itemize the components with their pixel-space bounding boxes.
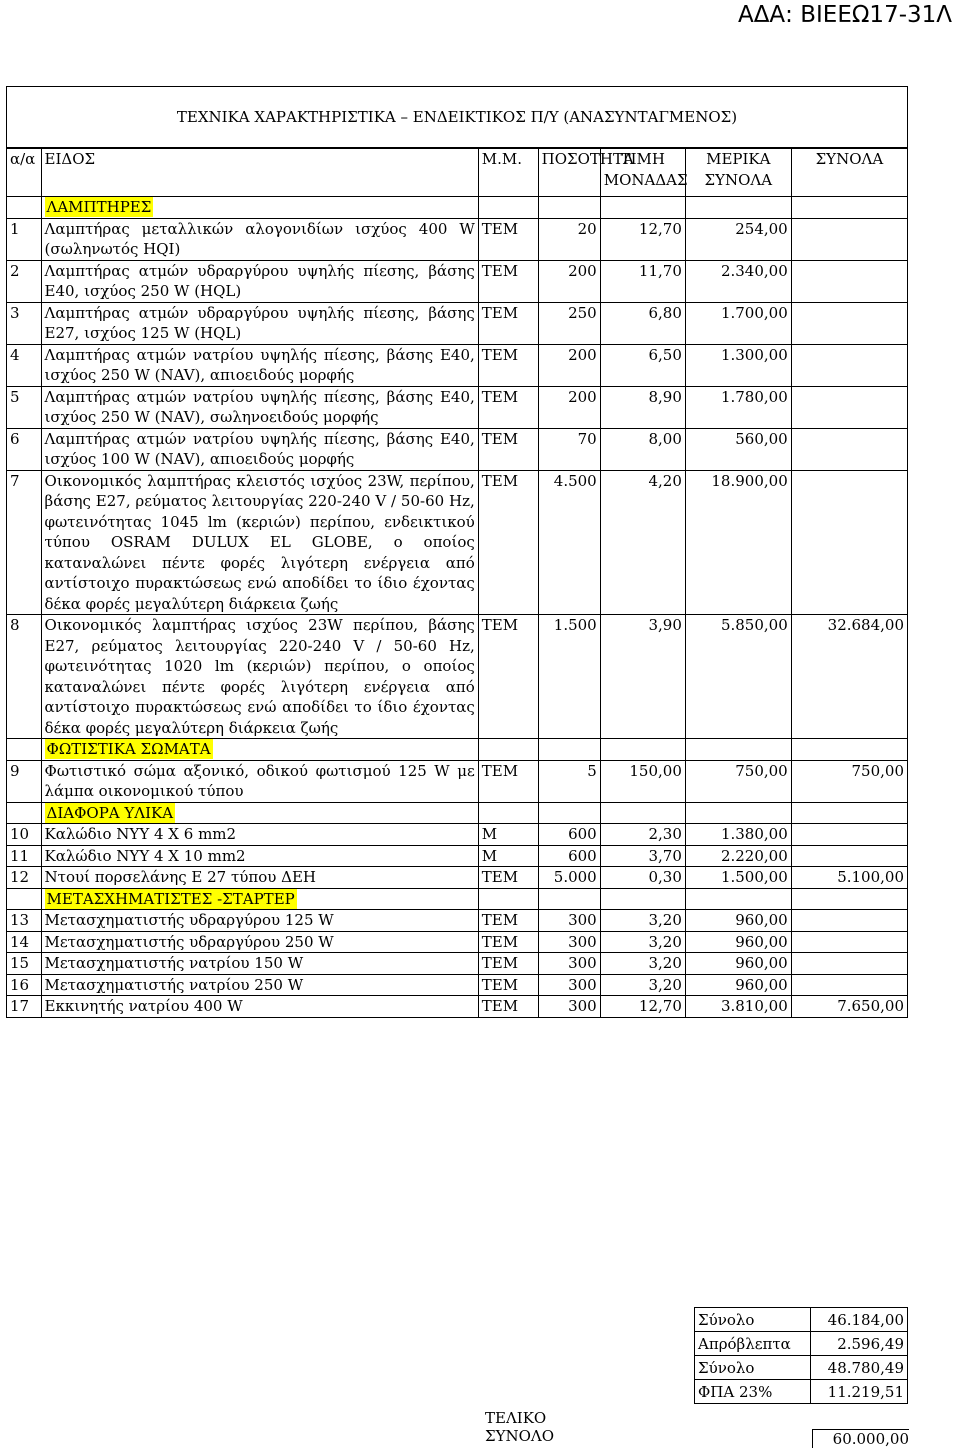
cell-description: Οικονομικός λαμπτήρας κλειστός ισχύος 23W, περίπου, βάσης Ε27, ρεύματος λειτουργίας 220-240 V / 50-60 Hz, φωτεινότητας 1045 lm (κεριών) περίπου, ενδεικτικού τύπου OSRAM DULUX EL GLOBE, ο οποίος καταναλώνει πέντε φορές λιγότερη ενέργεια από αντίστοιχο πυρακτώσεως ενώ αποδίδει το ίδιο έχοντας δέκα φορές μεγαλύτερη διάρκεια ζωής xyxy=(41,470,478,615)
cell-partial-total: 18.900,00 xyxy=(685,470,791,615)
cell-unit-measure: ΤΕΜ xyxy=(478,931,538,953)
cell-partial-total: 960,00 xyxy=(685,931,791,953)
cell-quantity: 70 xyxy=(538,428,600,470)
cell-unit-measure: Μ xyxy=(478,845,538,867)
cell-quantity: 300 xyxy=(538,910,600,932)
summary-row xyxy=(695,1332,908,1356)
cell-total xyxy=(791,974,907,996)
cell-unit-measure: ΤΕΜ xyxy=(478,218,538,260)
cell-partial-total: 2.340,00 xyxy=(685,260,791,302)
empty-cell xyxy=(478,802,538,824)
final-label-line-1: ΤΕΛΙΚΟ xyxy=(485,1409,547,1427)
cell-quantity: 300 xyxy=(538,996,600,1018)
cell-unit-price: 11,70 xyxy=(600,260,685,302)
cell-unit-measure: ΤΕΜ xyxy=(478,344,538,386)
cell-total xyxy=(791,910,907,932)
cell-description: Οικονομικός λαμπτήρας ισχύος 23W περίπου, βάσης Ε27, ρεύματος λειτουργίας 220-240 V / 50-60 Hz, φωτεινότητας 1020 lm (κεριών) περίπου, ο οποίος καταναλώνει πέντε φορές λιγότερη ενέργεια από αντίστοιχο πυρακτώσεως ενώ αποδίδει το ίδιο έχοντας δέκα φορές μεγαλύτερη διάρκεια ζωής xyxy=(41,615,478,739)
category-aa-cell xyxy=(7,888,42,910)
category-row xyxy=(7,197,908,219)
cell-total xyxy=(791,218,907,260)
cell-unit-measure: ΤΕΜ xyxy=(478,386,538,428)
summary-label: Σύνολο xyxy=(695,1308,811,1332)
cell-unit-price: 3,20 xyxy=(600,974,685,996)
cell-total xyxy=(791,260,907,302)
cell-aa: 10 xyxy=(7,824,42,846)
cell-unit-price: 12,70 xyxy=(600,996,685,1018)
cell-aa: 5 xyxy=(7,386,42,428)
cell-total xyxy=(791,845,907,867)
cell-total: 7.650,00 xyxy=(791,996,907,1018)
table-row xyxy=(7,428,908,470)
empty-cell xyxy=(791,197,907,219)
cell-description: Καλώδιο ΝΥΥ 4 Χ 6 mm2 xyxy=(41,824,478,846)
cell-aa: 11 xyxy=(7,845,42,867)
empty-cell xyxy=(685,197,791,219)
empty-cell xyxy=(538,888,600,910)
cell-total xyxy=(791,470,907,615)
cell-description: Λαμπτήρας ατμών νατρίου υψηλής πίεσης, βάσης Ε40, ισχύος 250 W (NAV), απιοειδούς μορφής xyxy=(41,344,478,386)
table-row xyxy=(7,386,908,428)
cell-unit-price: 2,30 xyxy=(600,824,685,846)
cell-aa: 2 xyxy=(7,260,42,302)
cell-unit-measure: ΤΕΜ xyxy=(478,428,538,470)
cell-partial-total: 5.850,00 xyxy=(685,615,791,739)
cell-description: Λαμπτήρας μεταλλικών αλογονιδίων ισχύος 400 W (σωληνωτός HQI) xyxy=(41,218,478,260)
summary-row xyxy=(695,1308,908,1332)
cell-aa: 16 xyxy=(7,974,42,996)
cell-unit-price: 8,00 xyxy=(600,428,685,470)
category-label: ΛΑΜΠΤΗΡΕΣ xyxy=(46,198,152,216)
cell-unit-price: 3,90 xyxy=(600,615,685,739)
category-row xyxy=(7,888,908,910)
document-id: ΑΔΑ: ΒΙΕΕΩ17-31Λ xyxy=(737,2,952,28)
cell-quantity: 5 xyxy=(538,760,600,802)
final-total-value: 60.000,00 xyxy=(812,1429,909,1448)
cell-partial-total: 560,00 xyxy=(685,428,791,470)
header-qty: ΠΟΣΟΤΗΤΑ xyxy=(538,149,600,197)
summary-value: 48.780,49 xyxy=(811,1356,908,1380)
cell-aa: 1 xyxy=(7,218,42,260)
header-unit-price: ΤΙΜΗ ΜΟΝΑΔΑΣ xyxy=(600,149,685,197)
table-row xyxy=(7,953,908,975)
cell-description: Φωτιστικό σώμα αξονικό, οδικού φωτισμού 125 W με λάμπα οικονομικού τύπου xyxy=(41,760,478,802)
cell-unit-price: 3,20 xyxy=(600,910,685,932)
cell-description: Λαμπτήρας ατμών νατρίου υψηλής πίεσης, βάσης Ε40, ισχύος 250 W (NAV), σωληνοειδούς μορφής xyxy=(41,386,478,428)
empty-cell xyxy=(685,888,791,910)
cell-aa: 8 xyxy=(7,615,42,739)
category-cell xyxy=(41,739,478,761)
budget-sheet xyxy=(6,86,908,1018)
cell-partial-total: 2.220,00 xyxy=(685,845,791,867)
budget-table xyxy=(6,148,908,1018)
summary-value: 2.596,49 xyxy=(811,1332,908,1356)
table-row xyxy=(7,910,908,932)
category-cell xyxy=(41,888,478,910)
cell-description: Λαμπτήρας ατμών υδραργύρου υψηλής πίεσης, βάσης Ε27, ισχύος 125 W (HQL) xyxy=(41,302,478,344)
cell-aa: 7 xyxy=(7,470,42,615)
category-aa-cell xyxy=(7,802,42,824)
cell-description: Μετασχηματιστής νατρίου 150 W xyxy=(41,953,478,975)
cell-unit-measure: ΤΕΜ xyxy=(478,760,538,802)
cell-unit-measure: ΤΕΜ xyxy=(478,302,538,344)
table-row xyxy=(7,615,908,739)
cell-total xyxy=(791,824,907,846)
cell-description: Εκκινητής νατρίου 400 W xyxy=(41,996,478,1018)
cell-unit-price: 6,50 xyxy=(600,344,685,386)
cell-unit-measure: ΤΕΜ xyxy=(478,953,538,975)
header-eidos: ΕΙΔΟΣ xyxy=(41,149,478,197)
table-header-row xyxy=(7,149,908,197)
cell-total xyxy=(791,302,907,344)
empty-cell xyxy=(791,888,907,910)
cell-unit-price: 6,80 xyxy=(600,302,685,344)
cell-partial-total: 1.780,00 xyxy=(685,386,791,428)
empty-cell xyxy=(478,197,538,219)
summary-value: 46.184,00 xyxy=(811,1308,908,1332)
empty-cell xyxy=(600,888,685,910)
cell-description: Μετασχηματιστής νατρίου 250 W xyxy=(41,974,478,996)
table-row xyxy=(7,867,908,889)
cell-description: Μετασχηματιστής υδραργύρου 125 W xyxy=(41,910,478,932)
cell-unit-price: 3,20 xyxy=(600,931,685,953)
table-row xyxy=(7,302,908,344)
cell-quantity: 1.500 xyxy=(538,615,600,739)
cell-unit-price: 0,30 xyxy=(600,867,685,889)
cell-partial-total: 960,00 xyxy=(685,953,791,975)
table-row xyxy=(7,974,908,996)
cell-quantity: 4.500 xyxy=(538,470,600,615)
empty-cell xyxy=(791,739,907,761)
category-aa-cell xyxy=(7,739,42,761)
summary-row xyxy=(695,1380,908,1404)
empty-cell xyxy=(538,802,600,824)
cell-partial-total: 750,00 xyxy=(685,760,791,802)
cell-total xyxy=(791,953,907,975)
cell-partial-total: 960,00 xyxy=(685,910,791,932)
cell-total: 5.100,00 xyxy=(791,867,907,889)
cell-partial-total: 3.810,00 xyxy=(685,996,791,1018)
empty-cell xyxy=(791,802,907,824)
cell-quantity: 20 xyxy=(538,218,600,260)
cell-unit-measure: ΤΕΜ xyxy=(478,470,538,615)
cell-unit-measure: ΤΕΜ xyxy=(478,615,538,739)
empty-cell xyxy=(538,197,600,219)
cell-unit-price: 12,70 xyxy=(600,218,685,260)
cell-quantity: 200 xyxy=(538,260,600,302)
cell-aa: 17 xyxy=(7,996,42,1018)
summary-label: Σύνολο xyxy=(695,1356,811,1380)
cell-description: Ντουί πορσελάνης Ε 27 τύπου ΔΕΗ xyxy=(41,867,478,889)
table-row xyxy=(7,996,908,1018)
category-row xyxy=(7,739,908,761)
category-cell xyxy=(41,197,478,219)
cell-description: Λαμπτήρας ατμών υδραργύρου υψηλής πίεσης, βάσης Ε40, ισχύος 250 W (HQL) xyxy=(41,260,478,302)
cell-aa: 3 xyxy=(7,302,42,344)
cell-description: Μετασχηματιστής υδραργύρου 250 W xyxy=(41,931,478,953)
header-totals: ΣΥΝΟΛΑ xyxy=(791,149,907,197)
summary-table xyxy=(694,1307,908,1404)
header-aa: α/α xyxy=(7,149,42,197)
cell-description: Καλώδιο ΝΥΥ 4 Χ 10 mm2 xyxy=(41,845,478,867)
cell-unit-measure: ΤΕΜ xyxy=(478,974,538,996)
header-partial-totals: ΜΕΡΙΚΑ ΣΥΝΟΛΑ xyxy=(685,149,791,197)
cell-unit-measure: ΤΕΜ xyxy=(478,867,538,889)
cell-total xyxy=(791,386,907,428)
header-mm: Μ.Μ. xyxy=(478,149,538,197)
cell-partial-total: 960,00 xyxy=(685,974,791,996)
cell-total: 750,00 xyxy=(791,760,907,802)
category-label: ΔΙΑΦΟΡΑ ΥΛΙΚΑ xyxy=(46,803,174,822)
cell-quantity: 300 xyxy=(538,931,600,953)
cell-aa: 14 xyxy=(7,931,42,953)
empty-cell xyxy=(685,802,791,824)
cell-partial-total: 1.380,00 xyxy=(685,824,791,846)
table-row xyxy=(7,344,908,386)
page-title: ΤΕΧΝΙΚΑ ΧΑΡΑΚΤΗΡΙΣΤΙΚΑ – ΕΝΔΕΙΚΤΙΚΟΣ Π/Υ (ΑΝΑΣΥΝΤΑΓΜΕΝΟΣ) xyxy=(6,86,908,148)
empty-cell xyxy=(600,197,685,219)
empty-cell xyxy=(478,739,538,761)
cell-unit-measure: ΤΕΜ xyxy=(478,910,538,932)
summary-row xyxy=(695,1356,908,1380)
category-cell xyxy=(41,802,478,824)
cell-unit-measure: ΤΕΜ xyxy=(478,996,538,1018)
cell-aa: 15 xyxy=(7,953,42,975)
table-row xyxy=(7,845,908,867)
cell-unit-price: 3,20 xyxy=(600,953,685,975)
cell-aa: 12 xyxy=(7,867,42,889)
table-row xyxy=(7,931,908,953)
cell-aa: 13 xyxy=(7,910,42,932)
table-row xyxy=(7,470,908,615)
cell-quantity: 600 xyxy=(538,824,600,846)
cell-unit-measure: ΤΕΜ xyxy=(478,260,538,302)
final-label-line-2: ΣΥΝΟΛΟ xyxy=(485,1427,555,1445)
empty-cell xyxy=(538,739,600,761)
category-label: ΜΕΤΑΣΧΗΜΑΤΙΣΤΕΣ -ΣΤΑΡΤΕΡ xyxy=(46,889,295,908)
cell-quantity: 600 xyxy=(538,845,600,867)
cell-unit-price: 8,90 xyxy=(600,386,685,428)
summary-value: 11.219,51 xyxy=(811,1380,908,1404)
table-row xyxy=(7,218,908,260)
table-body xyxy=(7,197,908,1018)
cell-total: 32.684,00 xyxy=(791,615,907,739)
empty-cell xyxy=(600,802,685,824)
category-aa-cell xyxy=(7,197,42,219)
cell-partial-total: 1.700,00 xyxy=(685,302,791,344)
cell-quantity: 200 xyxy=(538,386,600,428)
cell-quantity: 300 xyxy=(538,953,600,975)
category-label: ΦΩΤΙΣΤΙΚΑ ΣΩΜΑΤΑ xyxy=(46,740,211,758)
cell-quantity: 300 xyxy=(538,974,600,996)
summary-label: ΦΠΑ 23% xyxy=(695,1380,811,1404)
cell-aa: 9 xyxy=(7,760,42,802)
cell-partial-total: 254,00 xyxy=(685,218,791,260)
cell-description: Λαμπτήρας ατμών νατρίου υψηλής πίεσης, βάσης Ε40, ισχύος 100 W (NAV), απιοειδούς μορφής xyxy=(41,428,478,470)
cell-total xyxy=(791,428,907,470)
empty-cell xyxy=(600,739,685,761)
cell-quantity: 5.000 xyxy=(538,867,600,889)
empty-cell xyxy=(685,739,791,761)
cell-quantity: 250 xyxy=(538,302,600,344)
cell-aa: 4 xyxy=(7,344,42,386)
cell-quantity: 200 xyxy=(538,344,600,386)
cell-unit-measure: Μ xyxy=(478,824,538,846)
cell-total xyxy=(791,931,907,953)
table-row xyxy=(7,260,908,302)
cell-partial-total: 1.500,00 xyxy=(685,867,791,889)
cell-aa: 6 xyxy=(7,428,42,470)
cell-unit-price: 150,00 xyxy=(600,760,685,802)
cell-total xyxy=(791,344,907,386)
final-total-label xyxy=(485,1409,554,1445)
cell-unit-price: 3,70 xyxy=(600,845,685,867)
table-row xyxy=(7,760,908,802)
category-row xyxy=(7,802,908,824)
table-row xyxy=(7,824,908,846)
cell-unit-price: 4,20 xyxy=(600,470,685,615)
cell-partial-total: 1.300,00 xyxy=(685,344,791,386)
empty-cell xyxy=(478,888,538,910)
summary-label: Απρόβλεπτα xyxy=(695,1332,811,1356)
